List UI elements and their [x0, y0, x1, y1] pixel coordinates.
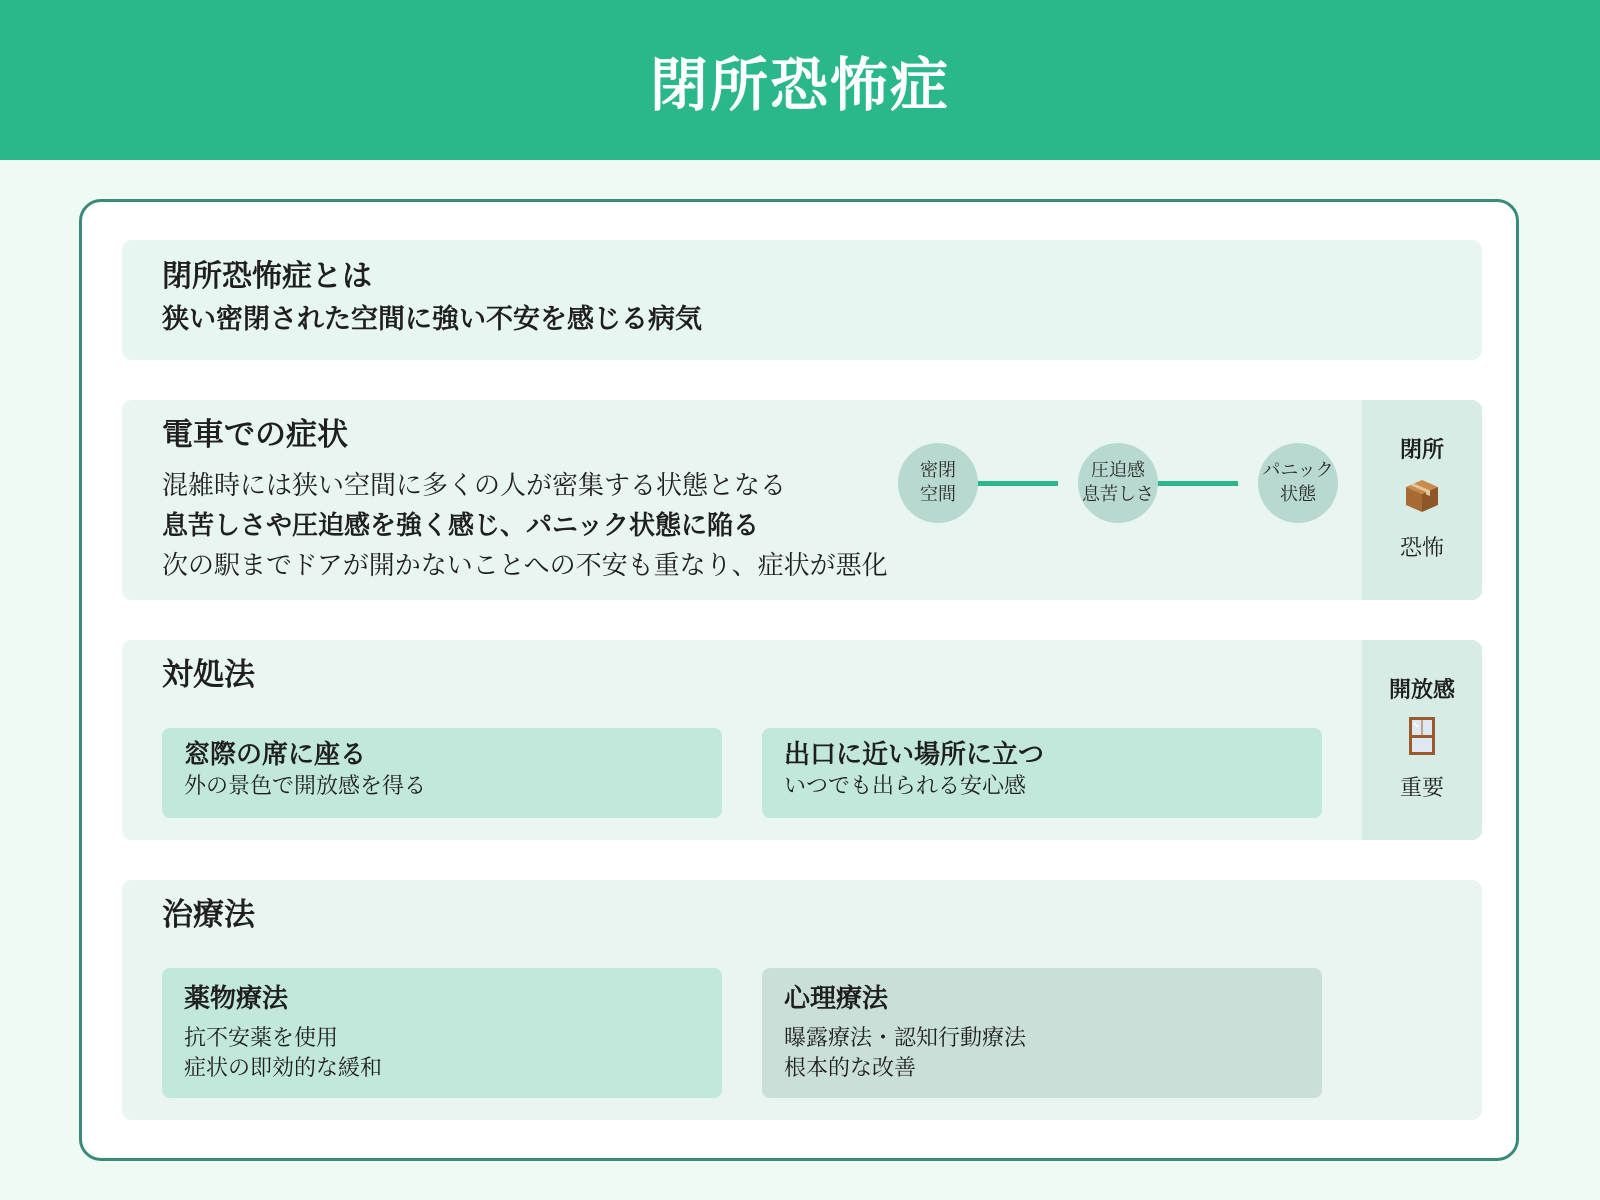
- coping-title: 対処法: [162, 657, 255, 693]
- treatment-card-line: 症状の即効的な緩和: [184, 1056, 383, 1081]
- flow-node-label: 圧迫感: [1091, 460, 1145, 481]
- side-panel-heading: 閉所: [1399, 438, 1444, 463]
- flow-node-label: 状態: [1280, 484, 1316, 505]
- coping-card-title: 出口に近い場所に立つ: [784, 740, 1045, 770]
- coping-card: [762, 728, 1322, 818]
- coping-side-panel: [1362, 640, 1482, 840]
- treatment-section: [122, 880, 1482, 1120]
- coping-card-title: 窓際の席に座る: [184, 740, 367, 770]
- package-icon: [1400, 474, 1444, 518]
- symptoms-title: 電車での症状: [162, 417, 348, 453]
- definition-subtitle: 狭い密閉された空間に強い不安を感じる病気: [162, 304, 702, 335]
- page-header: [0, 0, 1600, 160]
- coping-section: [122, 640, 1482, 840]
- coping-card: [162, 728, 722, 818]
- definition-section: [122, 240, 1482, 360]
- symptom-line: 息苦しさや圧迫感を強く感じ、パニック状態に陥る: [162, 511, 759, 541]
- flow-node-enclosed: [898, 443, 978, 523]
- page-title: 閉所恐怖症: [649, 51, 950, 119]
- flow-node-panic: [1258, 443, 1338, 523]
- symptoms-lines: [162, 466, 888, 586]
- definition-title: 閉所恐怖症とは: [162, 259, 372, 294]
- flow-node-label: 息苦しさ: [1082, 484, 1154, 505]
- content-card: [79, 199, 1519, 1161]
- treatment-card-line: 抗不安薬を使用: [184, 1026, 339, 1051]
- treatment-card-line: 根本的な改善: [784, 1056, 917, 1081]
- coping-card-text: 外の景色で開放感を得る: [184, 774, 427, 799]
- side-panel-caption: 重要: [1399, 776, 1444, 801]
- flow-connector: [976, 481, 1058, 486]
- flow-node-label: 空間: [920, 484, 956, 505]
- symptom-line: 次の駅までドアが開かないことへの不安も重なり、症状が悪化: [162, 551, 888, 581]
- symptoms-section: [122, 400, 1482, 600]
- treatment-card-line: 曝露療法・認知行動療法: [784, 1026, 1027, 1051]
- symptom-line: 混雑時には狭い空間に多くの人が密集する状態となる: [162, 471, 787, 501]
- flow-node-label: パニック: [1262, 460, 1334, 481]
- door-icon: [1400, 714, 1444, 758]
- treatment-card-psychotherapy: [762, 968, 1322, 1098]
- side-panel-heading: 開放感: [1388, 678, 1455, 703]
- side-panel-caption: 恐怖: [1399, 536, 1444, 561]
- treatment-title: 治療法: [162, 897, 255, 933]
- coping-card-text: いつでも出られる安心感: [784, 774, 1027, 799]
- symptom-flow: [898, 443, 1338, 523]
- flow-node-pressure: [1078, 443, 1158, 523]
- flow-connector: [1156, 481, 1238, 486]
- symptoms-side-panel: [1362, 400, 1482, 600]
- treatment-card-title: 薬物療法: [184, 984, 289, 1014]
- treatment-card-title: 心理療法: [784, 984, 889, 1014]
- flow-node-label: 密閉: [920, 460, 956, 481]
- treatment-card-medication: [162, 968, 722, 1098]
